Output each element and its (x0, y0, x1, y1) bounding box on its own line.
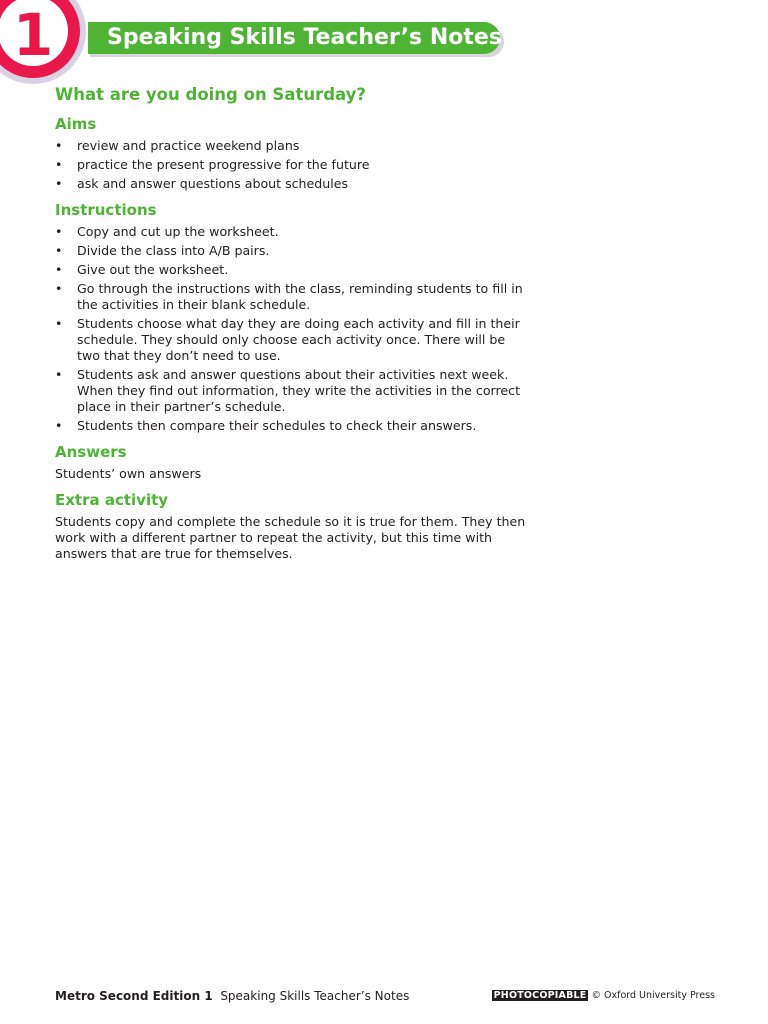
footer-right (492, 987, 715, 1005)
unit-number: 1 (12, 1, 54, 69)
list-item: • Divide the class into A/B pairs. (55, 243, 530, 259)
instructions-list (55, 224, 530, 434)
aims-list (55, 138, 530, 192)
page-title: What are you doing on Saturday? (55, 85, 366, 104)
unit-number-badge (0, 0, 86, 84)
extra-activity-text: Students copy and complete the schedule so it is true for them. They then work with a different partner to repeat the activity, but this time with answers that are true for themselves. (55, 514, 526, 561)
answers-heading: Answers (55, 443, 127, 461)
instructions-heading: Instructions (55, 201, 157, 219)
list-item: • Give out the worksheet. (55, 262, 530, 278)
list-item: • Students then compare their schedules to check their answers. (55, 418, 530, 434)
header-banner (88, 22, 500, 54)
list-item: • Students ask and answer questions about their activities next week. When they find out information, they write the activities in the correct place in their partner’s schedule. (55, 367, 530, 415)
page-footer (55, 987, 715, 1005)
header-title: Speaking Skills Teacher’s Notes (107, 25, 502, 50)
copyright-text: © Oxford University Press (591, 990, 715, 1001)
list-item: • review and practice weekend plans (55, 138, 530, 154)
main-content (55, 84, 530, 570)
extra-activity-heading: Extra activity (55, 491, 169, 509)
list-item: • ask and answer questions about schedules (55, 176, 530, 192)
photocopiable-label: PHOTOCOPIABLE (493, 990, 587, 1001)
footer-section: Speaking Skills Teacher’s Notes (220, 989, 410, 1003)
list-item: • Go through the instructions with the class, reminding students to fill in the activities in their blank schedule. (55, 281, 530, 313)
list-item: • practice the present progressive for the future (55, 157, 530, 173)
answers-text: Students’ own answers (55, 466, 202, 481)
aims-heading: Aims (55, 115, 97, 133)
list-item: • Students choose what day they are doing each activity and fill in their schedule. They should only choose each activity once. There will be two that they don’t need to use. (55, 316, 530, 364)
list-item: • Copy and cut up the worksheet. (55, 224, 530, 240)
footer-book-title: Metro Second Edition 1 (55, 989, 213, 1003)
footer-left (55, 987, 409, 1005)
badge-inner-circle (0, 0, 68, 69)
